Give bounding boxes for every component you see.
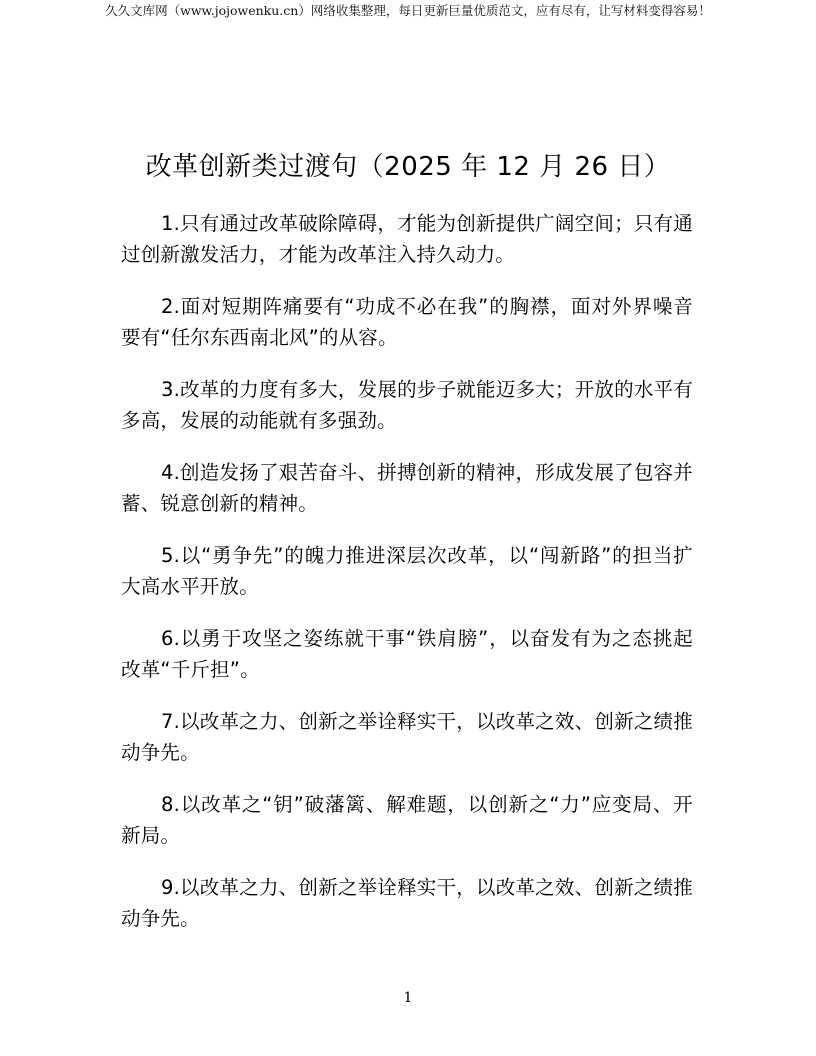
paragraph-2: 2.面对短期阵痛要有“功成不必在我”的胸襟，面对外界噪音要有“任尔东西南北风”的从容。: [121, 295, 693, 349]
paragraph-7: 7.以改革之力、创新之举诠释实干，以改革之效、创新之绩推动争先。: [121, 710, 693, 764]
paragraph-4: 4.创造发扬了艰苦奋斗、拼搏创新的精神，形成发展了包容并蓄、锐意创新的精神。: [121, 461, 693, 515]
document-title: 改革创新类过渡句（2025 年 12 月 26 日）: [145, 152, 671, 182]
document-body: [121, 208, 693, 955]
paragraph-8: 8.以改革之“钥”破藩篱、解难题，以创新之“力”应变局、开新局。: [121, 793, 693, 847]
page-number: 1: [403, 990, 413, 1006]
paragraph-1: 1.只有通过改革破除障碍，才能为创新提供广阔空间；只有通过创新激发活力，才能为改革注入持久动力。: [121, 212, 693, 266]
paragraph-9: 9.以改革之力、创新之举诠释实干，以改革之效、创新之绩推动争先。: [121, 876, 693, 930]
paragraph-3: 3.改革的力度有多大，发展的步子就能迈多大；开放的水平有多高，发展的动能就有多强劲。: [121, 378, 693, 432]
paragraph-5: 5.以“勇争先”的魄力推进深层次改革，以“闯新路”的担当扩大高水平开放。: [121, 544, 693, 598]
paragraph-6: 6.以勇于攻坚之姿练就干事“铁肩膀”，以奋发有为之态挑起改革“千斤担”。: [121, 627, 693, 681]
header-note: 久久文库网（www.jojowenku.cn）网络收集整理，每日更新巨量优质范文，应有尽有，让写材料变得容易！: [105, 3, 711, 18]
